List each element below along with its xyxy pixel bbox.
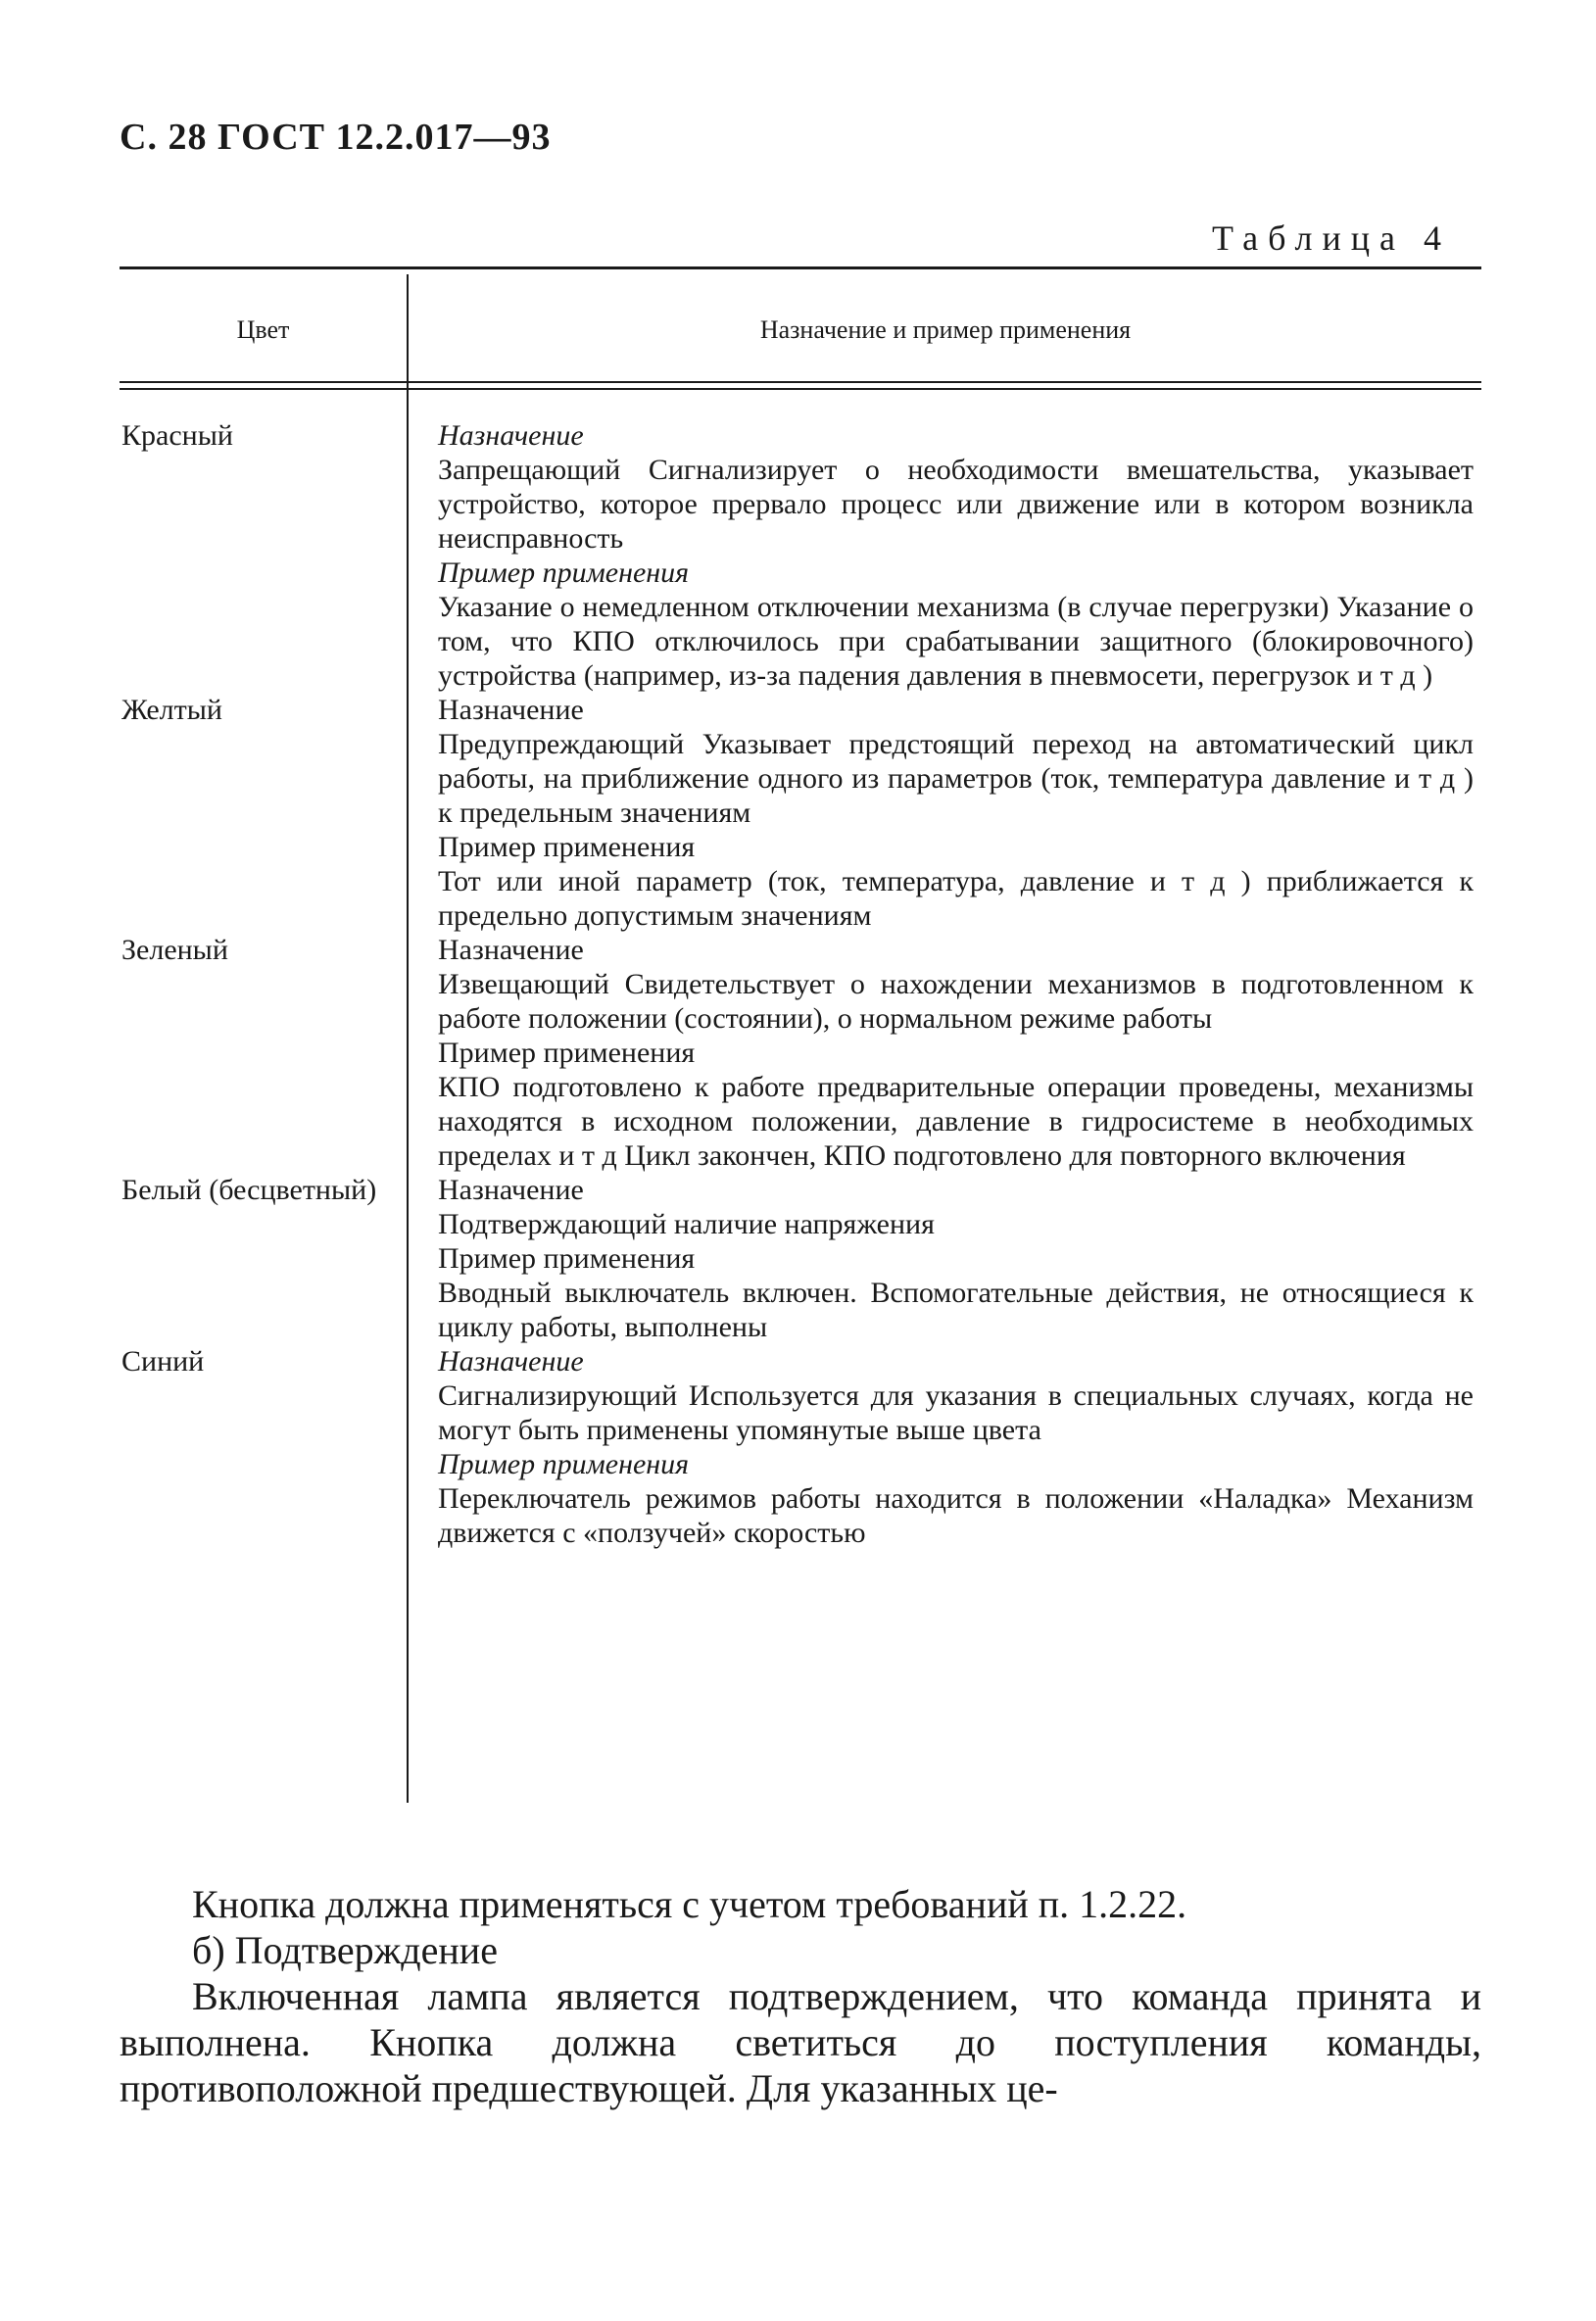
color-cell: Синий [121, 1345, 205, 1378]
example-text: Вводный выключатель включен. Вспомогательные действия, не относящиеся к циклу работы, выполнены [438, 1277, 1474, 1343]
table-row [120, 1344, 1481, 1550]
example-label: Пример применения [438, 1037, 696, 1069]
example-text: Переключатель режимов работы находится в положении «Наладка» Механизм движется с «ползучей» скоростью [438, 1482, 1474, 1549]
color-table [120, 266, 1481, 1813]
purpose-text: Извещающий Свидетельствует о нахождении механизмов в подготовленном к работе положении (состоянии), о нормальном режиме работы [438, 968, 1474, 1035]
column-header-purpose: Назначение и пример применения [759, 315, 1132, 344]
purpose-label: Назначение [438, 1174, 584, 1206]
purpose-text: Запрещающий Сигнализирует о необходимости вмешательства, указывает устройство, которое прервало процесс или движение или в котором возникла неисправность [438, 454, 1474, 555]
purpose-label: Назначение [438, 934, 584, 966]
color-cell: Зеленый [121, 934, 228, 966]
table-caption: Таблица 4 [1212, 218, 1451, 258]
table-body [120, 418, 1481, 1550]
example-label: Пример применения [438, 831, 696, 863]
color-cell: Красный [121, 419, 233, 452]
purpose-cell [438, 1344, 1474, 1550]
body-text [120, 1881, 1481, 2111]
example-label: Пример применения [438, 556, 690, 589]
page-header: С. 28 ГОСТ 12.2.017—93 [120, 117, 552, 158]
purpose-cell [438, 418, 1474, 693]
paragraph-confirmation-text: Включенная лампа является подтверждением, что команда принята и выполнена. Кнопка должна светиться до поступления команды, противоположной предшествующей. Для указанных це- [120, 1974, 1481, 2110]
example-text: Указание о немедленном отключении механизма (в случае перегрузки) Указание о том, что КПО отключилось при срабатывании защитного (блокировочного) устройства (например, из-за падения давления в пневмосети, перегрузок и т д ) [438, 591, 1474, 692]
purpose-label: Назначение [438, 419, 584, 452]
purpose-cell [438, 933, 1474, 1173]
example-label: Пример применения [438, 1448, 690, 1480]
purpose-label: Назначение [438, 694, 584, 726]
table-header-rule [120, 381, 1481, 390]
purpose-label: Назначение [438, 1345, 584, 1378]
purpose-cell [438, 693, 1474, 933]
purpose-cell [438, 1173, 1474, 1344]
example-text: Тот или иной параметр (ток, температура, давление и т д ) приближается к предельно допустимым значениям [438, 865, 1474, 932]
table-row [120, 693, 1481, 933]
example-text: КПО подготовлено к работе предварительные операции проведены, механизмы находятся в исходном положении, давление в гидросистеме в необходимых пределах и т д Цикл закончен, КПО подготовлено для повторного включения [438, 1071, 1474, 1172]
paragraph-confirmation-heading: б) Подтверждение [192, 1928, 498, 1972]
paragraph-button-requirements: Кнопка должна применяться с учетом требований п. 1.2.22. [192, 1882, 1187, 1926]
purpose-text: Предупреждающий Указывает предстоящий переход на автоматический цикл работы, на приближение одного из параметров (ток, температура давление и т д ) к предельным значениям [438, 728, 1474, 829]
purpose-text: Сигнализирующий Используется для указания в специальных случаях, когда не могут быть применены упомянутые выше цвета [438, 1379, 1474, 1446]
purpose-text: Подтверждающий наличие напряжения [438, 1208, 935, 1240]
table-top-rule [120, 266, 1481, 269]
column-header-color: Цвет [236, 315, 290, 344]
color-cell: Желтый [121, 694, 222, 726]
color-cell: Белый (бесцветный) [121, 1174, 377, 1206]
example-label: Пример применения [438, 1242, 696, 1275]
table-row [120, 1173, 1481, 1344]
table-row [120, 933, 1481, 1173]
table-row [120, 418, 1481, 693]
